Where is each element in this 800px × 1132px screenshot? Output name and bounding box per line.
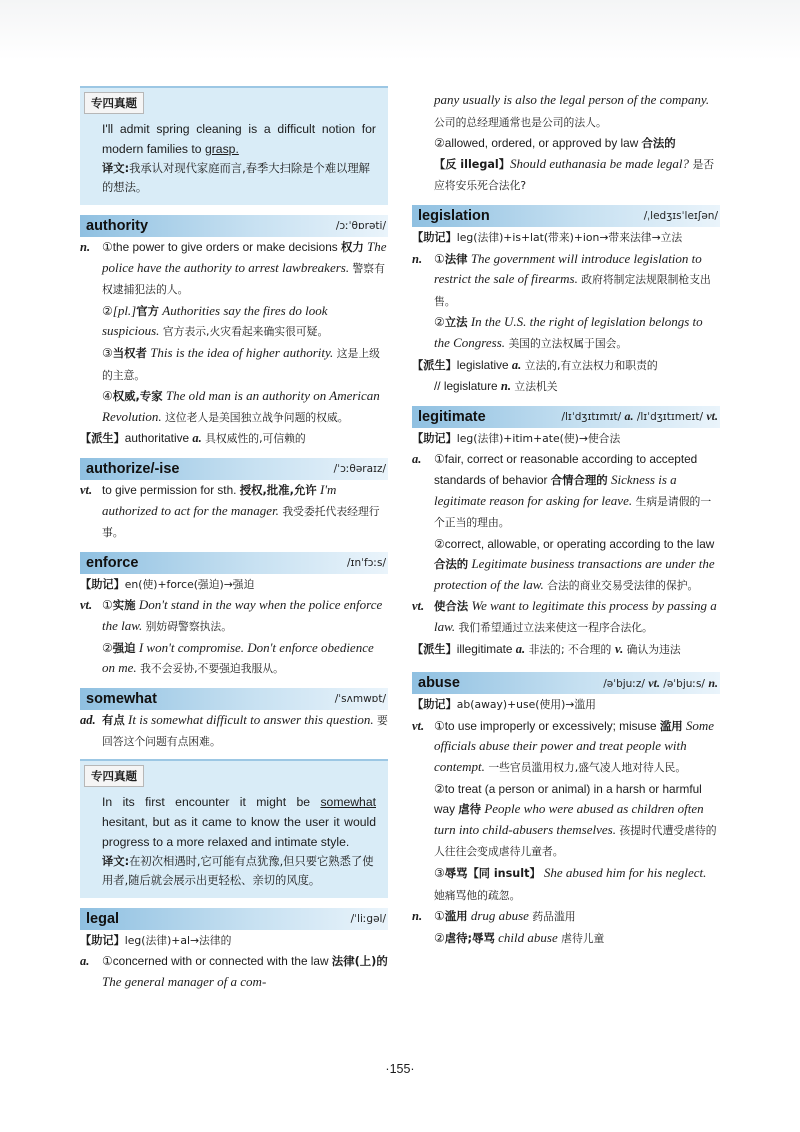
pronunciation-text: /lɪˈdʒɪtɪmɪt/ [561,411,622,424]
sense [80,480,388,544]
example: The old man is an authority on American Revolution. [102,388,380,424]
exam-tag: 专四真题 [84,92,144,114]
translation-label: 译文: [102,854,130,868]
exam-keyword: grasp. [204,142,239,156]
sense [412,449,720,533]
chinese-meaning: 授权,批准,允许 [239,482,317,497]
exam-text: I'll admit spring cleaning is a difficult notion for modern families to [102,122,376,156]
derivative [80,428,388,450]
derivative-meaning: 立法机关 [510,380,558,394]
example: We want to legitimate this process by passing a law. [434,598,717,635]
example: Should euthanasia be made legal? [509,155,690,171]
sense [80,386,388,428]
headword: enforce [86,554,139,571]
example-translation: 这位老人是美国独立战争问题的权威。 [161,410,349,424]
chinese-meaning: 法律 [444,251,468,266]
sense-number: ② [434,315,445,330]
sense-number: ② [434,781,445,796]
example-translation: 官方表示,火灾看起来确实很可疑。 [159,325,329,339]
mnemonic [80,930,388,952]
sense-number: ① [102,954,113,969]
definition: correct, allowable, or operating according to the law [444,536,715,551]
example-translation: 我受委托代表经理行事。 [102,504,380,540]
example: This is the idea of higher authority. [146,344,334,360]
sense-number: ① [434,718,445,733]
example: pany usually is also the legal person of the company. [434,92,710,107]
example: People who were abused as children often turn into child-abusers themselves. [434,801,704,837]
exam-sentence [102,792,376,852]
example: It is somewhat difficult to answer this question. [124,711,374,727]
headword: legal [86,910,120,927]
exam-box [80,86,388,205]
entry-header-authority [80,215,388,237]
example-translation: 孩提时代遭受虐待的人往往会变成虐待儿童者。 [434,823,717,859]
sense [80,710,388,753]
part-of-speech: vt. [412,599,425,614]
sense-number: ③ [102,345,113,360]
example-translation: 美国的立法权属于国会。 [505,336,628,350]
definition: to use improperly or excessively; misuse [444,718,660,733]
sense [412,133,720,154]
example-translation: 是否应将安乐死合法化? [434,157,715,193]
sense-number: ② [102,303,113,318]
entry-header-enforce [80,552,388,574]
sense [80,638,388,680]
definition: to give permission for sth. [102,482,240,497]
translation-label: 译文: [102,162,130,175]
sense-number: ① [102,598,113,613]
chinese-meaning: 权力 [340,240,364,254]
pronunciation-text: /əˈbjuːz/ [603,677,645,690]
exam-keyword: somewhat [320,794,376,809]
chinese-meaning: 滥用 [444,909,468,924]
derivative-meaning: 非法的; 不合理的 [525,642,612,656]
derivative-word: legislative [456,357,512,372]
pronunciation: /ˈsʌmwɒt/ [334,692,386,705]
example: In the U.S. the right of legislation belongs to the Congress. [434,314,703,350]
example: The general manager of a com- [102,974,267,990]
example-translation: 一些官员滥用权力,盛气凌人地对待人民。 [484,761,687,775]
chinese-meaning: 法律(上)的 [331,954,388,969]
sense-number: ② [434,136,445,151]
derivative-meaning: 具权威性的,可信赖的 [201,432,306,446]
chinese-meaning: 官方 [136,303,160,318]
example: Some officials abuse their power and treat people with contempt. [434,717,715,775]
chinese-meaning: 使合法 [434,599,469,614]
chinese-meaning: 滥用 [659,718,683,733]
mnemonic [412,227,720,249]
mnemonic [412,694,720,716]
chinese-meaning: 合情合理的 [550,472,608,487]
derivative-meaning: 立法的,有立法权力和职责的 [521,358,658,372]
example-translation: 我们希望通过立法来使这一程序合法化。 [455,621,653,635]
sense-number: ① [434,909,445,924]
chinese-meaning: 强迫 [112,640,136,655]
sense-number: ③ [434,866,445,880]
chinese-meaning: 权威,专家 [112,389,163,404]
derivative [412,355,720,398]
part-of-speech: vt. [80,482,93,497]
headword: authorize/-ise [86,460,180,477]
example-translation: 政府将制定法规限制枪支出售。 [434,273,711,308]
sense [412,906,720,928]
sense [412,716,720,779]
part-of-speech: vt. [412,718,425,733]
derivative-tag: 【派生】 [80,432,125,446]
entry-header-somewhat [80,688,388,710]
pronunciation [603,676,718,691]
example: She abused him for his neglect. [540,865,707,880]
pronunciation-text: /lɪˈdʒɪtɪmeɪt/ [633,411,703,424]
part-of-speech: a. [511,357,522,372]
exam-text: In its first encounter it might be [102,794,321,809]
derivative-word: authoritative [124,431,193,446]
part-of-speech: a. [624,409,634,424]
part-of-speech: n. [412,909,423,924]
chinese-meaning: 虐待;辱骂 [444,930,495,945]
example: The government will introduce legislation to restrict the sale of firearms. [434,250,702,287]
derivative-word: // legislature [434,379,501,394]
mnemonic-text: leg(法律)+al→法律的 [124,933,232,947]
example-translation: 这是上级的主意。 [102,346,380,382]
pronunciation: /ɔːˈθɒrəti/ [335,220,386,232]
antonym-tag: 【反 illegal】 [434,157,510,171]
sense [412,312,720,354]
entry-header-legislation [412,205,720,227]
translation-text: 我承认对现代家庭而言,春季大扫除是个难以理解的想法。 [102,162,370,194]
headword: legitimate [418,408,486,425]
part-of-speech: vt. [706,409,718,424]
mnemonic [80,574,388,596]
mnemonic [412,428,720,450]
part-of-speech: a. [80,954,90,969]
example: Sickness is a legitimate reason for asking for leave. [434,471,677,508]
derivative-tag: 【派生】 [412,642,457,656]
sense-number: ② [434,536,445,551]
exam-translation [102,159,376,197]
chinese-meaning: 当权者 [112,345,147,360]
example: Legitimate business transactions are under the protection of the law. [434,556,715,592]
derivative-meaning: 确认为违法 [623,642,681,656]
example-translation: 虐待儿童 [557,931,605,945]
exam-translation [102,852,376,890]
example: I'm authorized to act for the manager. [102,481,337,518]
sense [412,596,720,638]
example-translation: 合法的商业交易受法律的保护。 [543,578,699,592]
page-number: ·155· [385,1062,415,1076]
entry-header-legal [80,908,388,930]
headword: legislation [418,207,490,224]
sense [412,928,720,950]
chinese-meaning: 立法 [444,315,468,330]
example: child abuse [494,929,558,945]
part-of-speech: vt. [648,675,660,690]
sense-number: ① [434,452,445,467]
chinese-meaning: 辱骂 [444,866,468,880]
entry-header-legitimate [412,406,720,428]
definition: concerned with or connected with the law [112,954,332,969]
example: The police have the authority to arrest lawbreakers. [102,239,387,275]
sense-number: ① [434,251,445,266]
example: Authorities say the fires do look suspicious. [102,302,328,339]
example-translation: 警察有权逮捕犯法的人。 [102,261,385,297]
sense [412,534,720,597]
derivative [412,639,720,661]
synonym-tag: 【同 insult】 [467,867,541,880]
mnemonic-tag: 【助记】 [412,230,457,244]
mnemonic-tag: 【助记】 [80,577,125,591]
example: I won't compromise. Don't enforce obedience on me. [102,639,374,676]
part-of-speech: ad. [80,712,96,727]
sense [80,301,388,343]
sense-number: ① [102,240,113,254]
pronunciation: /ˈɔːθəraɪz/ [333,462,386,475]
grammar-note: [pl.] [112,302,137,318]
chinese-meaning: 合法的 [641,136,676,151]
mnemonic-text: en(使)+force(强迫)→强迫 [124,577,255,591]
example: Don't stand in the way when the police enforce the law. [102,597,383,633]
sense [412,249,720,313]
sense-number: ④ [102,389,113,404]
pronunciation-text: /əˈbjuːs/ [659,677,705,690]
example-translation: 公司的总经理通常也是公司的法人。 [434,115,607,129]
part-of-speech: v. [615,641,624,656]
derivative-word: illegitimate [456,641,516,656]
mnemonic-tag: 【助记】 [412,431,457,445]
definition: allowed, ordered, or approved by law [444,136,642,151]
headword: somewhat [86,690,157,707]
entry-header-abuse [412,672,720,694]
entry-header-authorize [80,458,388,480]
left-column [80,86,388,993]
pronunciation: /ɪnˈfɔːs/ [347,556,386,569]
exam-sentence [102,119,376,159]
part-of-speech: n. [500,379,511,394]
example-translation: 药品滥用 [528,910,576,924]
headword: abuse [418,675,460,692]
antonym [412,154,720,197]
chinese-meaning: 有点 [102,712,125,727]
example-translation: 我不会妥协,不要强迫我服从。 [136,662,284,676]
definition: the power to give orders or make decisions [112,240,341,254]
sense-number: ② [434,930,445,945]
part-of-speech: n. [80,240,91,254]
example-translation: 她痛骂他的疏忽。 [434,888,521,902]
part-of-speech: a. [192,431,202,446]
headword: authority [86,218,149,234]
sense [412,863,720,906]
example-translation: 生病是请假的一个正当的理由。 [434,494,712,530]
right-column [412,90,720,949]
definition: to treat (a person or animal) in a harsh or harmful way [434,781,702,817]
chinese-meaning: 实施 [112,598,136,613]
part-of-speech: a. [515,641,526,656]
derivative-tag: 【派生】 [412,358,457,372]
mnemonic-text: leg(法律)+is+lat(带来)+ion→带来法律→立法 [456,230,683,244]
mnemonic-tag: 【助记】 [80,933,125,947]
definition: fair, correct or reasonable according to accepted standards of behavior [434,452,698,487]
sense [80,951,388,992]
pronunciation: /ˈliːgəl/ [350,912,386,925]
part-of-speech: a. [412,452,422,467]
pronunciation: /ˌledʒɪsˈleɪʃən/ [643,209,718,222]
sense-number: ② [102,640,113,655]
sense [80,595,388,637]
chinese-meaning: 虐待 [458,802,482,817]
example-translation: 要回答这个问题有点困难。 [102,713,388,749]
exam-box [80,759,388,898]
translation-text: 在初次相遇时,它可能有点犹豫,但只要它熟悉了使用者,随后就会展示出更轻松、亲切的风度。 [102,854,374,887]
example-translation: 别妨碍警察执法。 [142,619,233,633]
exam-tag: 专四真题 [84,765,144,787]
sense [80,237,388,301]
sense [80,343,388,386]
mnemonic-text: ab(away)+use(使用)→滥用 [456,698,596,712]
sense [412,90,720,133]
exam-text: hesitant, but as it came to know the user it would progress to a more relaxed and intimate style. [102,814,376,849]
mnemonic-tag: 【助记】 [412,698,457,712]
mnemonic-text: leg(法律)+itim+ate(使)→使合法 [456,431,621,445]
part-of-speech: n. [708,675,718,690]
part-of-speech: vt. [80,598,93,613]
sense [412,779,720,863]
part-of-speech: n. [412,251,423,266]
example: drug abuse [467,908,529,924]
pronunciation [561,409,718,424]
chinese-meaning: 合法的 [434,557,469,572]
